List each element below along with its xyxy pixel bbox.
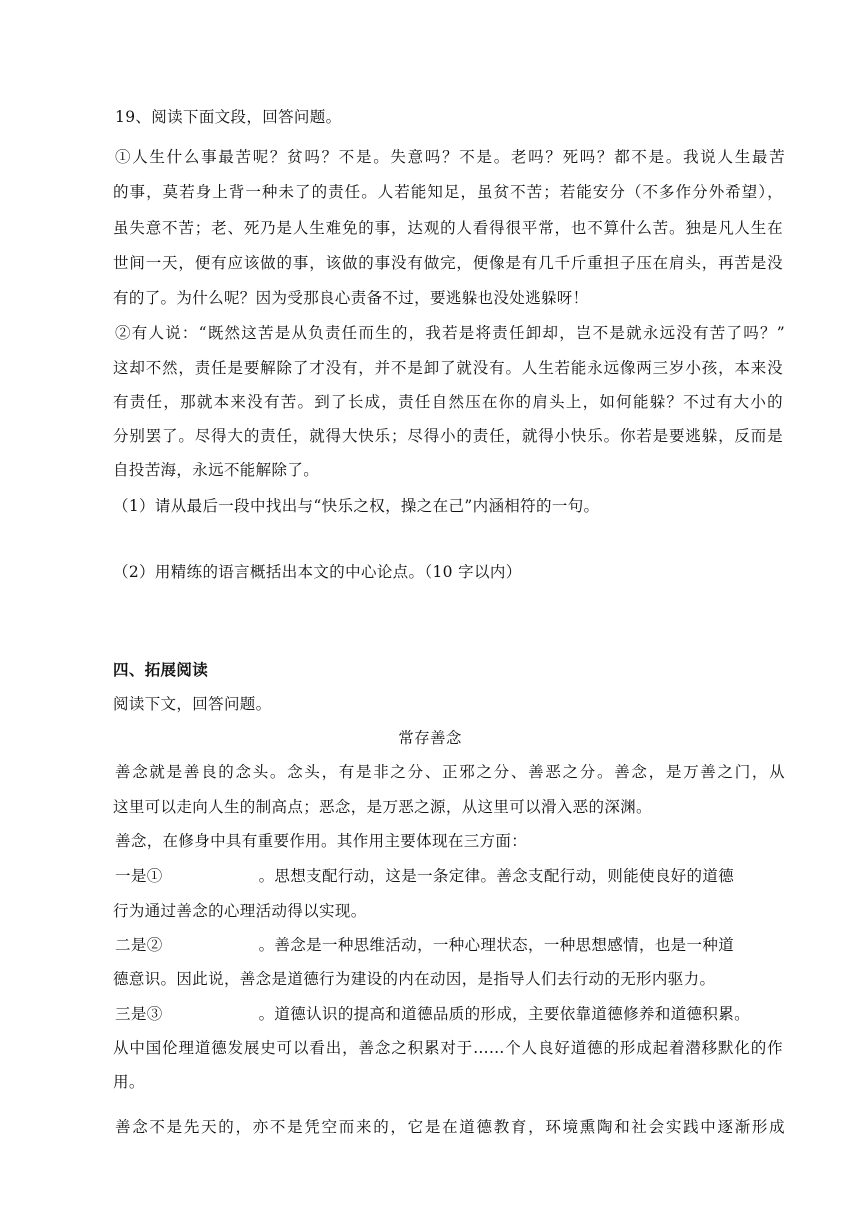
- article-para4-line1: [115, 935, 734, 955]
- q19-para1-line4: 世间一天，便有应该做的事，该做的事没有做完，便像是有几千斤重担子压在肩头，再苦是没: [113, 254, 783, 272]
- q19-para1-line1: ①人生什么事最苦呢？贫吗？不是。失意吗？不是。老吗？死吗？都不是。我说人生最苦: [115, 148, 785, 166]
- q19-para1-line3: 虽失意不苦；老、死乃是人生难免的事，达观的人看得很平常，也不算什么苦。独是凡人生在: [113, 219, 783, 237]
- article-para6-line1: 善念不是先天的，亦不是凭空而来的，它是在道德教育，环境熏陶和社会实践中逐渐形成: [115, 1118, 785, 1136]
- point-three-text: 。道德认识的提高和道德品质的形成，主要依靠道德修养和道德积累。: [258, 1005, 750, 1023]
- point-three-label: 三是③: [115, 1005, 163, 1023]
- article-para4-line2: 德意识。因此说，善念是道德行为建设的内在动因，是指导人们去行动的无形内驱力。: [113, 970, 716, 988]
- point-two-text: 。善念是一种思维活动，一种心理状态，一种思想感情，也是一种道: [258, 936, 735, 954]
- section-4-instruction: 阅读下文，回答问题。: [113, 695, 272, 713]
- article-para3-line2: 行为通过善念的心理活动得以实现。: [113, 902, 367, 920]
- section-4-heading: 四、拓展阅读: [113, 660, 209, 679]
- q19-para1-line5: 有的了。为什么呢？因为受那良心责备不过，要逃躲也没处逃躲呀！: [113, 289, 589, 307]
- point-two-label: 二是②: [115, 936, 163, 954]
- article-title: 常存善念: [398, 729, 462, 747]
- q19-para2-line3: 有责任，那就本来没有苦。到了长成，责任自然压在你的肩头上，如何能躲？不过有大小的: [113, 393, 783, 411]
- article-para5-line2: 从中国伦理道德发展史可以看出，善念之积累对于……个人良好道德的形成起着潜移默化的作: [113, 1039, 783, 1057]
- point-one-text: 。思想支配行动，这是一条定律。善念支配行动，则能使良好的道德: [258, 867, 735, 885]
- q19-para2-line2: 这却不然，责任是要解除了才没有，并不是卸了就没有。人生若能永远像两三岁小孩，本来没: [113, 359, 783, 377]
- q19-para1-line2: 的事，莫若身上背一种未了的责任。人若能知足，虽贫不苦；若能安分（不多作分外希望），: [113, 183, 783, 201]
- q19-para2-line5: 自投苦海，永远不能解除了。: [113, 461, 320, 479]
- q19-subquestion-1: （1）请从最后一段中找出与“快乐之权，操之在己”内涵相符的一句。: [113, 497, 600, 515]
- article-para5-line1: [115, 1004, 750, 1024]
- article-para1-line2: 这里可以走向人生的制高点；恶念，是万恶之源，从这里可以滑入恶的深渊。: [113, 798, 652, 816]
- article-para2: 善念，在修身中具有重要作用。其作用主要体现在三方面：: [115, 832, 528, 850]
- q19-para2-line4: 分别罢了。尽得大的责任，就得大快乐；尽得小的责任，就得小快乐。你若是要逃躲，反而是: [113, 427, 783, 445]
- q19-para2-line1: ②有人说：“既然这苦是从负责任而生的，我若是将责任卸却，岂不是就永远没有苦了吗？”: [115, 324, 785, 342]
- article-para1-line1: 善念就是善良的念头。念头，有是非之分、正邪之分、善恶之分。善念，是万善之门，从: [115, 763, 785, 781]
- article-para3-line1: [115, 866, 734, 886]
- q19-subquestion-2: （2）用精练的语言概括出本文的中心论点。（10 字以内）: [113, 563, 522, 581]
- article-para5-line3: 用。: [113, 1073, 145, 1091]
- point-one-label: 一是①: [115, 867, 163, 885]
- question-19-title: 19、阅读下面文段，回答问题。: [115, 108, 342, 126]
